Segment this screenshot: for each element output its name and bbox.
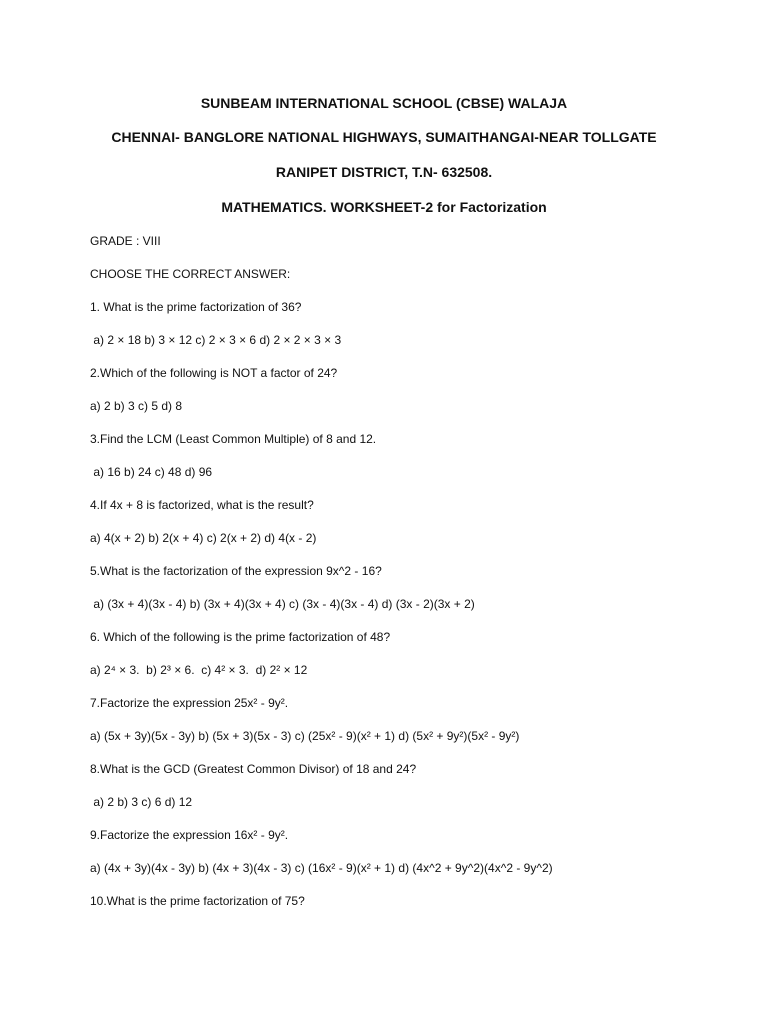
question-3-options: a) 16 b) 24 c) 48 d) 96 (90, 465, 213, 479)
question-5: 5.What is the factorization of the expression 9x^2 - 16? (90, 564, 382, 578)
school-address: CHENNAI- BANGLORE NATIONAL HIGHWAYS, SUMAITHANGAI-NEAR TOLLGATE (111, 129, 657, 145)
question-6-options: a) 2⁴ × 3. b) 2³ × 6. c) 4² × 3. d) 2² × 12 (90, 663, 308, 677)
school-district: RANIPET DISTRICT, T.N- 632508. (275, 164, 493, 180)
instruction-text: CHOOSE THE CORRECT ANSWER: (90, 267, 291, 281)
question-1: 1. What is the prime factorization of 36? (90, 300, 302, 314)
question-4-options: a) 4(x + 2) b) 2(x + 4) c) 2(x + 2) d) 4(x - 2) (90, 531, 317, 545)
question-3: 3.Find the LCM (Least Common Multiple) of 8 and 12. (90, 432, 377, 446)
question-2: 2.Which of the following is NOT a factor of 24? (90, 366, 338, 380)
grade-label: GRADE : VIII (90, 234, 161, 248)
question-2-options: a) 2 b) 3 c) 5 d) 8 (90, 399, 183, 413)
school-name: SUNBEAM INTERNATIONAL SCHOOL (CBSE) WALAJA (200, 95, 568, 111)
question-8: 8.What is the GCD (Greatest Common Divisor) of 18 and 24? (90, 762, 417, 776)
question-4: 4.If 4x + 8 is factorized, what is the result? (90, 498, 314, 512)
question-9: 9.Factorize the expression 16x² - 9y². (90, 828, 289, 842)
question-7-options: a) (5x + 3y)(5x - 3y) b) (5x + 3)(5x - 3) c) (25x² - 9)(x² + 1) d) (5x² + 9y²)(5x² - 9y²) (90, 729, 520, 743)
question-8-options: a) 2 b) 3 c) 6 d) 12 (90, 795, 193, 809)
worksheet-title: MATHEMATICS. WORKSHEET-2 for Factorization (221, 199, 547, 215)
question-7: 7.Factorize the expression 25x² - 9y². (90, 696, 289, 710)
question-6: 6. Which of the following is the prime factorization of 48? (90, 630, 391, 644)
question-9-options: a) (4x + 3y)(4x - 3y) b) (4x + 3)(4x - 3) c) (16x² - 9)(x² + 1) d) (4x^2 + 9y^2)(4x^2 - 9y^2) (90, 861, 553, 875)
question-1-options: a) 2 × 18 b) 3 × 12 c) 2 × 3 × 6 d) 2 × 2 × 3 × 3 (90, 333, 342, 347)
question-5-options: a) (3x + 4)(3x - 4) b) (3x + 4)(3x + 4) c) (3x - 4)(3x - 4) d) (3x - 2)(3x + 2) (90, 597, 475, 611)
question-10: 10.What is the prime factorization of 75? (90, 894, 305, 908)
